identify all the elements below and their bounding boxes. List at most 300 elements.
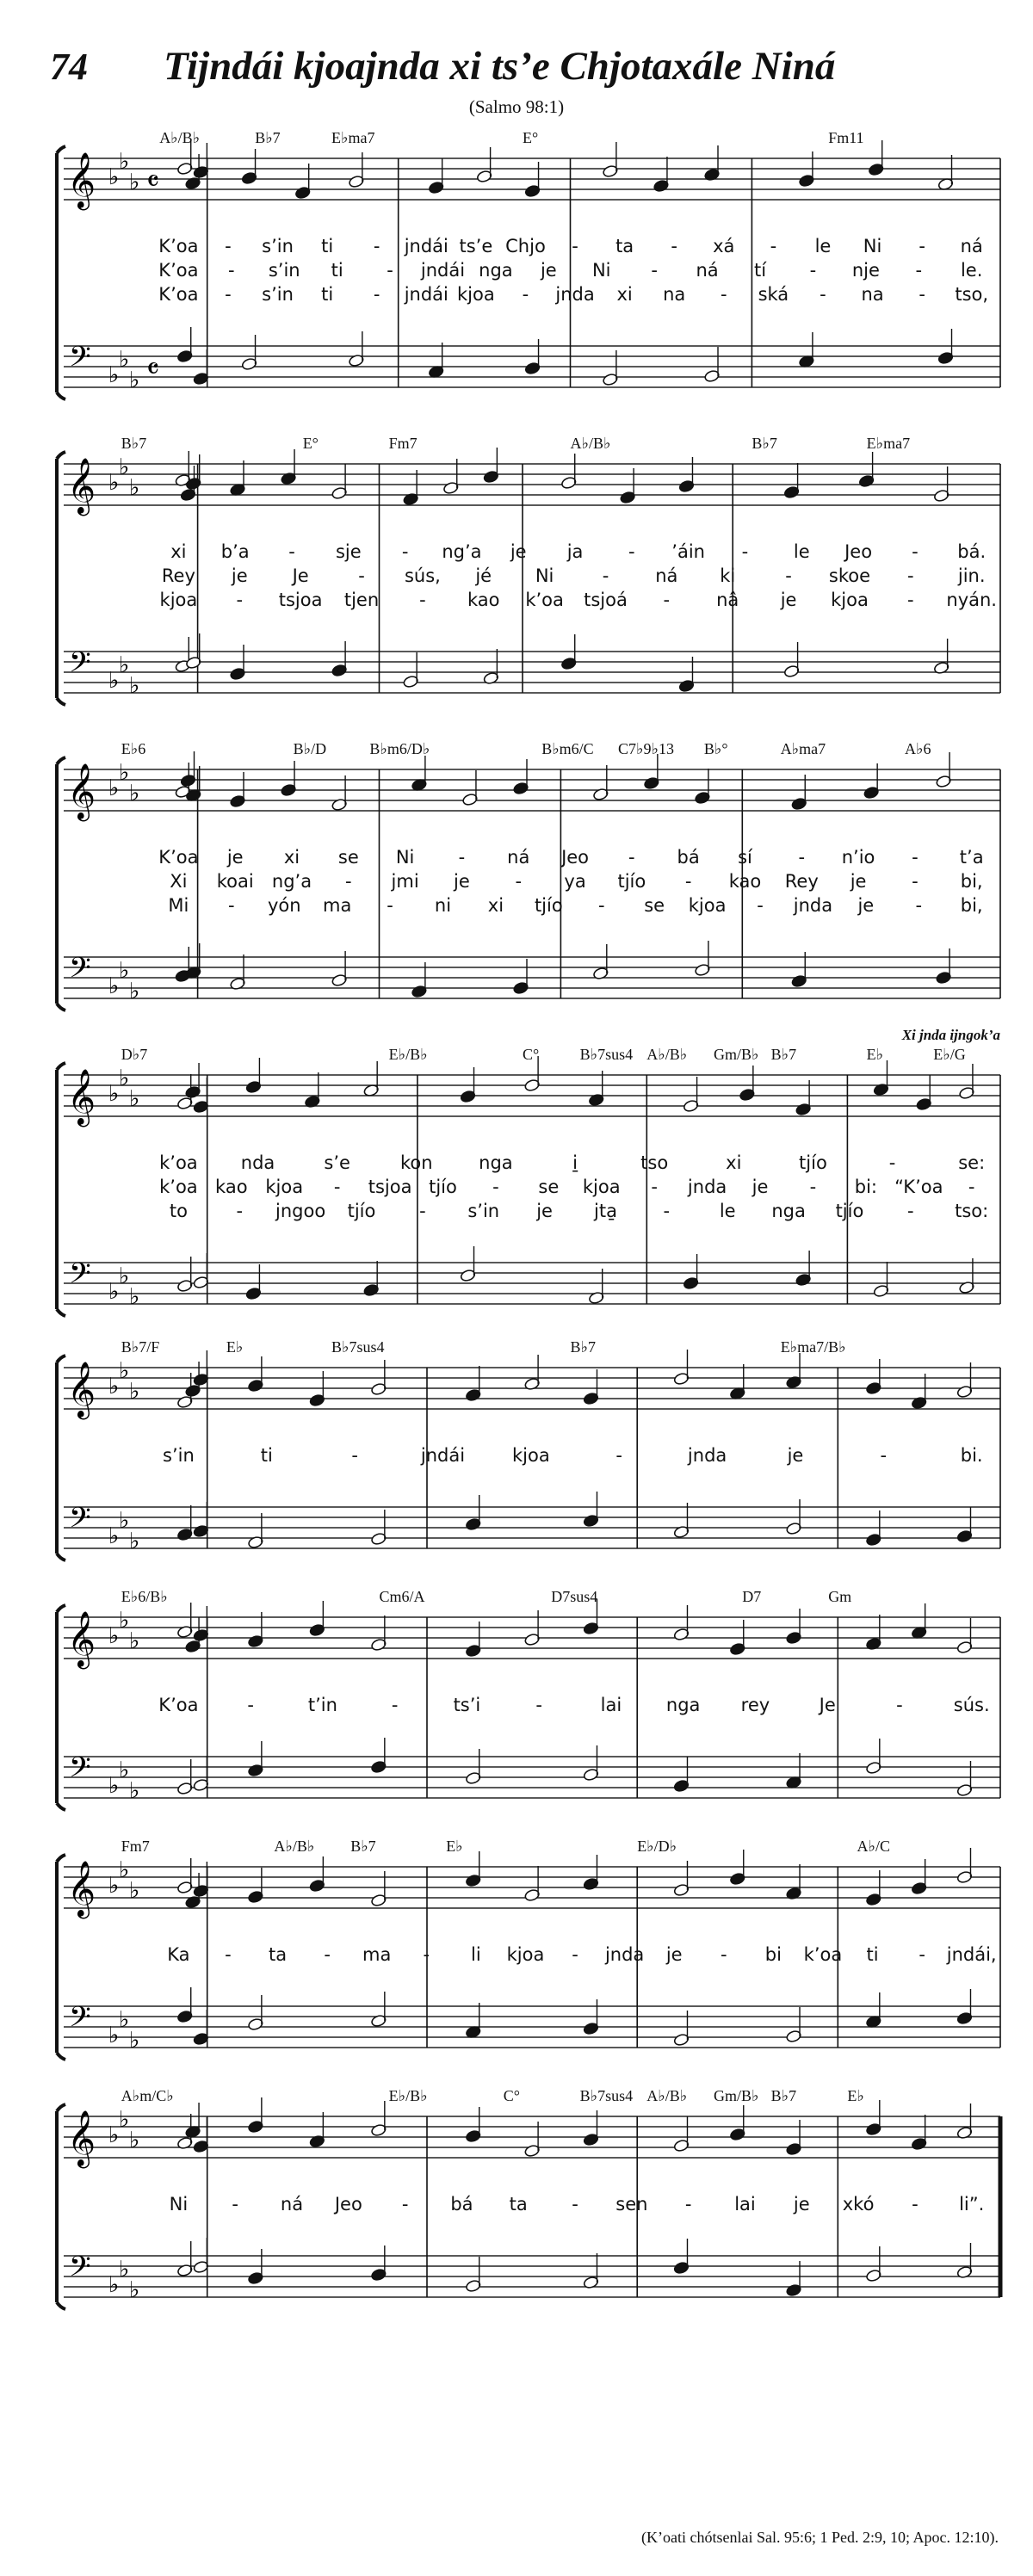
lyric-syllable: - <box>387 895 393 916</box>
lyric-syllable: tso <box>640 1152 669 1173</box>
bass-clef-icon: 𝄢 <box>69 952 91 991</box>
lyric-syllable: xá <box>713 236 735 256</box>
lyric-syllable: - <box>809 260 817 281</box>
lyric-syllable: k’oa <box>159 1152 198 1173</box>
lyric-syllable: nga <box>665 1695 701 1715</box>
lyric-syllable: - <box>572 1944 578 1965</box>
lyric-syllable: lai <box>600 1695 622 1715</box>
key-flat-icon: ♭ <box>108 1081 120 1107</box>
lyric-syllable: xi <box>616 284 633 305</box>
chord-symbol: C° <box>523 1046 540 1063</box>
lyric-syllable: jé <box>475 565 492 586</box>
chord-symbol: Gm/B♭ <box>714 1046 759 1063</box>
key-flat-icon: ♭ <box>108 1623 120 1649</box>
lyric-syllable: nyán. <box>946 590 997 610</box>
treble-clef-icon: 𝄞 <box>67 458 96 514</box>
lyric-syllable: - <box>912 871 919 892</box>
lyric-syllable: - <box>225 1944 232 1965</box>
lyric-syllable: - <box>785 565 792 586</box>
system-bracket <box>57 146 65 399</box>
chord-symbol: B♭° <box>703 740 728 757</box>
key-flat-icon: ♭ <box>119 760 130 786</box>
lyric-syllable: je <box>454 871 470 892</box>
key-flat-icon: ♭ <box>108 470 120 496</box>
key-flat-icon: ♭ <box>119 1066 130 1091</box>
key-flat-icon: ♭ <box>129 368 140 393</box>
lyric-syllable: kjoa <box>159 590 198 610</box>
lyric-syllable: je <box>857 895 875 916</box>
lyric-syllable: le <box>814 236 832 256</box>
chord-symbol: A♭/C <box>857 1838 890 1855</box>
lyric-syllable: kao <box>728 871 762 892</box>
chord-symbol: B♭7sus4 <box>331 1338 385 1356</box>
lyric-syllable: - <box>419 1201 426 1221</box>
lyric-syllable: ná <box>696 260 719 281</box>
key-flat-icon: ♭ <box>119 454 130 480</box>
key-flat-icon: ♭ <box>129 1379 140 1405</box>
lyric-syllable: - <box>373 236 380 256</box>
lyric-syllable: “K’oa <box>894 1177 943 1197</box>
lyric-syllable: se: <box>958 1152 986 1173</box>
lyric-syllable: s’in <box>268 260 300 281</box>
lyric-syllable: kao <box>467 590 500 610</box>
lyric-syllable: - <box>919 284 925 305</box>
lyric-syllable: jngoo <box>275 1201 326 1221</box>
lyric-syllable: na <box>861 284 884 305</box>
chord-symbol: Fm11 <box>828 129 864 146</box>
lyric-syllable: Xi <box>170 871 188 892</box>
chord-symbol: D7sus4 <box>551 1588 598 1605</box>
lyric-syllable: k’oa <box>803 1944 843 1965</box>
chord-symbol: A♭/B♭ <box>570 435 611 452</box>
lyric-syllable: tjío <box>835 1201 864 1221</box>
lyric-syllable: je <box>780 590 797 610</box>
lyric-syllable: Ni <box>169 2194 189 2215</box>
key-flat-icon: ♭ <box>108 1773 120 1799</box>
lyric-syllable: - <box>288 541 295 562</box>
key-flat-icon: ♭ <box>119 1608 130 1634</box>
lyric-syllable: - <box>492 1177 499 1197</box>
lyric-syllable: K’oa <box>158 236 199 256</box>
chord-symbol: B♭/D <box>293 740 327 757</box>
lyric-syllable: k’oa <box>159 1177 198 1197</box>
lyric-syllable: - <box>912 541 919 562</box>
lyric-syllable: - <box>228 895 235 916</box>
key-flat-icon: ♭ <box>129 1284 140 1310</box>
lyric-syllable: - <box>225 284 232 305</box>
lyric-syllable: se <box>644 895 665 916</box>
key-flat-icon: ♭ <box>119 1508 130 1534</box>
lyric-syllable: - <box>572 2194 578 2215</box>
lyric-syllable: sús. <box>953 1695 990 1715</box>
treble-staff <box>64 464 1000 505</box>
lyric-syllable: je <box>231 565 248 586</box>
chord-symbol: E° <box>302 435 319 452</box>
lyric-syllable: je <box>793 2194 810 2215</box>
lyric-syllable: - <box>720 1944 727 1965</box>
system-bracket <box>57 1855 65 2060</box>
lyric-syllable: - <box>907 1201 914 1221</box>
lyric-syllable: - <box>615 1445 623 1466</box>
lyric-syllable: xi <box>170 541 187 562</box>
chord-symbol: B♭m6/D♭ <box>369 740 430 757</box>
lyric-syllable: ng’a <box>271 871 312 892</box>
lyric-syllable: kjoa <box>265 1177 304 1197</box>
chord-symbol: B♭7sus4 <box>579 2087 634 2104</box>
lyric-syllable: ng’a <box>442 541 482 562</box>
performance-rubric: Xi jnda ijngok’a <box>901 1027 1000 1043</box>
key-flat-icon: ♭ <box>129 1086 140 1112</box>
lyric-syllable: - <box>968 1177 975 1197</box>
key-flat-icon: ♭ <box>129 1878 140 1904</box>
chord-symbol: A♭ma7 <box>780 740 826 757</box>
lyric-syllable: ná <box>280 2194 304 2215</box>
key-flat-icon: ♭ <box>108 2122 120 2148</box>
lyric-syllable: - <box>907 590 914 610</box>
lyric-syllable: K’oa <box>158 260 199 281</box>
lyric-syllable: - <box>228 260 235 281</box>
lyric-syllable: s’in <box>163 1445 195 1466</box>
lyric-syllable: - <box>535 1695 542 1715</box>
lyric-syllable: n’io <box>841 847 875 868</box>
lyric-syllable: ya <box>564 871 586 892</box>
lyric-syllable: K’oa <box>158 1695 199 1715</box>
chord-symbol: Cm6/A <box>379 1588 425 1605</box>
lyric-syllable: ná <box>655 565 678 586</box>
key-flat-icon: ♭ <box>119 2107 130 2133</box>
key-flat-icon: ♭ <box>108 668 120 694</box>
lyric-syllable: kjoa <box>506 1944 545 1965</box>
chord-symbol: D7 <box>742 1588 762 1605</box>
lyric-syllable: - <box>907 565 914 586</box>
treble-staff <box>64 769 1000 811</box>
lyric-syllable: skoe <box>828 565 871 586</box>
lyric-syllable: - <box>236 590 244 610</box>
lyric-syllable: s’in <box>262 236 294 256</box>
lyric-syllable: ta <box>269 1944 288 1965</box>
lyric-syllable: Rey <box>161 565 195 586</box>
lyric-syllable: tsjoa <box>368 1177 412 1197</box>
lyric-syllable: je <box>850 871 867 892</box>
lyric-syllable: ta <box>615 236 634 256</box>
treble-clef-icon: 𝄞 <box>67 1362 96 1418</box>
chord-symbol: A♭6 <box>905 740 931 757</box>
lyric-syllable: - <box>757 895 764 916</box>
bass-clef-icon: 𝄢 <box>69 646 91 686</box>
lyric-syllable: - <box>915 895 923 916</box>
music-system <box>45 1838 1000 2070</box>
key-flat-icon: ♭ <box>119 1857 130 1883</box>
lyric-syllable: - <box>798 847 806 868</box>
lyric-syllable: - <box>809 1177 817 1197</box>
chord-symbol: E♭ <box>866 1046 884 1063</box>
key-flat-icon: ♭ <box>108 775 120 801</box>
treble-clef-icon: 𝄞 <box>67 152 96 208</box>
lyric-syllable: tí <box>753 260 767 281</box>
lyric-syllable: ja <box>566 541 584 562</box>
lyric-syllable: Je <box>819 1695 836 1715</box>
chord-symbol: A♭/B♭ <box>646 2087 688 2104</box>
lyric-syllable: sí <box>738 847 752 868</box>
lyric-syllable: tjen <box>343 590 380 610</box>
lyric-syllable: t’a <box>959 847 984 868</box>
hymn-title: Tijndái kjoajnda xi ts’e Chjotaxále Niná <box>164 44 836 89</box>
chord-symbol: E° <box>523 129 539 146</box>
key-flat-icon: ♭ <box>108 1279 120 1305</box>
lyric-syllable: le <box>793 541 810 562</box>
lyric-syllable: s’in <box>467 1201 500 1221</box>
lyric-syllable: - <box>684 871 692 892</box>
lyric-syllable: - <box>671 236 677 256</box>
system-bracket <box>57 1063 65 1316</box>
lyric-syllable: - <box>663 1201 671 1221</box>
lyric-syllable: ti <box>260 1445 273 1466</box>
lyric-syllable: ma <box>362 1944 392 1965</box>
lyric-syllable: jnda <box>687 1177 727 1197</box>
lyric-syllable: bi: <box>854 1177 877 1197</box>
lyric-syllable: kjoa <box>831 590 869 610</box>
chord-symbol: E♭ma7 <box>331 129 375 146</box>
lyric-syllable: - <box>597 895 605 916</box>
lyric-syllable: - <box>225 236 232 256</box>
lyric-syllable: Rey <box>784 871 819 892</box>
lyric-syllable: kjoa <box>457 284 495 305</box>
lyric-syllable: ts’e <box>459 236 493 256</box>
chord-symbol: Fm7 <box>121 1838 150 1855</box>
lyric-syllable: tjío <box>429 1177 457 1197</box>
chord-symbol: E♭/D♭ <box>637 1838 677 1855</box>
lyric-syllable: koai <box>216 871 254 892</box>
lyric-syllable: yón <box>267 895 301 916</box>
key-flat-icon: ♭ <box>129 2277 140 2303</box>
key-flat-icon: ♭ <box>119 1757 130 1783</box>
lyric-syllable: - <box>345 871 352 892</box>
bass-staff <box>64 1757 1000 1798</box>
lyric-syllable: kjoa <box>688 895 727 916</box>
lyric-syllable: ’áin <box>671 541 706 562</box>
lyric-syllable: - <box>572 236 578 256</box>
key-flat-icon: ♭ <box>108 164 120 190</box>
lyric-syllable: to <box>169 1201 188 1221</box>
lyric-syllable: kjoa <box>582 1177 621 1197</box>
chord-symbol: B♭7 <box>752 435 777 452</box>
lyric-syllable: - <box>324 1944 331 1965</box>
lyric-syllable: Jeo <box>844 541 873 562</box>
key-flat-icon: ♭ <box>108 1374 120 1399</box>
bass-clef-icon: 𝄢 <box>69 1257 91 1297</box>
lyric-syllable: t’in <box>307 1695 337 1715</box>
chord-symbol: B♭m6/C <box>541 740 594 757</box>
chord-symbol: C° <box>503 2087 521 2104</box>
chord-symbol: E♭/B♭ <box>388 1046 428 1063</box>
lyric-syllable: Ni <box>591 260 611 281</box>
lyric-syllable: - <box>663 590 671 610</box>
lyric-syllable: nda <box>240 1152 275 1173</box>
key-flat-icon: ♭ <box>129 1778 140 1804</box>
lyric-syllable: K’oa <box>158 284 199 305</box>
lyric-syllable: kao <box>215 1177 248 1197</box>
lyric-syllable: - <box>247 1695 254 1715</box>
key-flat-icon: ♭ <box>129 1529 140 1554</box>
lyric-syllable: jndái <box>420 260 466 281</box>
bass-staff <box>64 957 1000 998</box>
chord-symbol: E♭/B♭ <box>388 2087 428 2104</box>
lyric-syllable: Chjo <box>505 236 546 256</box>
chord-symbol: B♭7 <box>350 1838 376 1855</box>
lyric-syllable: jndái, <box>946 1944 997 1965</box>
lyric-syllable: bá <box>450 2194 473 2215</box>
lyric-syllable: rey <box>740 1695 770 1715</box>
chord-symbol: B♭7 <box>770 2087 797 2104</box>
key-flat-icon: ♭ <box>119 958 130 984</box>
hymn-subtitle: (Salmo 98:1) <box>468 96 565 117</box>
music-system <box>45 2087 1000 2328</box>
lyric-syllable: K’oa <box>158 847 199 868</box>
lyric-syllable: - <box>522 284 529 305</box>
music-system <box>45 740 1000 1033</box>
common-time-icon: 𝄴 <box>146 352 160 386</box>
lyric-syllable: je <box>540 260 557 281</box>
key-flat-icon: ♭ <box>129 673 140 699</box>
lyric-syllable: le. <box>960 260 983 281</box>
lyric-syllable: - <box>684 2194 692 2215</box>
lyric-syllable: - <box>628 541 635 562</box>
lyric-syllable: Ni <box>535 565 554 586</box>
scripture-references: (K’oati chótsenlai Sal. 95:6; 1 Ped. 2:9, 10; Apoc. 12:10). <box>641 2529 999 2546</box>
key-flat-icon: ♭ <box>108 973 120 999</box>
lyric-syllable: - <box>351 1445 358 1466</box>
lyric-syllable: ná <box>507 847 530 868</box>
lyric-syllable: - <box>919 1944 925 1965</box>
lyric-syllable: jndái <box>404 236 448 256</box>
lyric-syllable: tsjoá <box>584 590 628 610</box>
lyric-syllable: - <box>401 2194 409 2215</box>
lyric-syllable: xi <box>726 1152 742 1173</box>
lyric-syllable: jnda <box>604 1944 645 1965</box>
lyric-syllable: ná <box>960 236 983 256</box>
key-flat-icon: ♭ <box>129 2128 140 2153</box>
bass-clef-icon: 𝄢 <box>69 2251 91 2290</box>
treble-clef-icon: 𝄞 <box>67 2110 96 2166</box>
chord-symbol: C7♭9♭13 <box>618 740 674 757</box>
lyric-syllable: - <box>373 284 380 305</box>
chord-symbol: E♭6 <box>121 740 146 757</box>
lyric-syllable: - <box>423 1944 430 1965</box>
bass-clef-icon: 𝄢 <box>69 1751 91 1791</box>
lyric-syllable: - <box>820 284 826 305</box>
lyric-syllable: jndái <box>420 1445 466 1466</box>
chord-symbol: Fm7 <box>388 435 418 452</box>
hymn-number: 74 <box>50 46 88 88</box>
lyric-syllable: tjío <box>617 871 646 892</box>
music-system <box>45 435 1000 727</box>
lyric-syllable: je <box>665 1944 683 1965</box>
lyric-syllable: i̱ <box>572 1152 578 1173</box>
lyric-syllable: sús, <box>404 565 441 586</box>
lyric-syllable: - <box>232 2194 238 2215</box>
lyric-syllable: ma <box>322 895 352 916</box>
system-bracket <box>57 2104 65 2309</box>
common-time-icon: 𝄴 <box>146 164 160 199</box>
lyric-syllable: bá <box>677 847 700 868</box>
lyric-syllable: bi. <box>960 1445 983 1466</box>
chord-symbol: A♭/B♭ <box>646 1046 688 1063</box>
music-system <box>45 1588 1000 1820</box>
lyric-syllable: - <box>387 260 393 281</box>
music-system <box>45 1027 1000 1330</box>
key-flat-icon: ♭ <box>108 362 120 388</box>
lyric-syllable: Ni <box>863 236 882 256</box>
lyric-syllable: b’a <box>220 541 250 562</box>
lyric-syllable: nga <box>479 260 513 281</box>
key-flat-icon: ♭ <box>119 1358 130 1384</box>
lyric-syllable: ts’i <box>453 1695 481 1715</box>
treble-clef-icon: 𝄞 <box>67 1861 96 1917</box>
lyric-syllable: - <box>720 284 727 305</box>
chord-symbol: B♭7 <box>121 435 147 452</box>
key-flat-icon: ♭ <box>108 2272 120 2298</box>
lyric-syllable: le <box>719 1201 736 1221</box>
lyric-syllable: je <box>226 847 244 868</box>
key-flat-icon: ♭ <box>119 2257 130 2283</box>
key-flat-icon: ♭ <box>129 1628 140 1654</box>
key-flat-icon: ♭ <box>129 170 140 195</box>
bass-staff <box>64 652 1000 693</box>
lyric-syllable: Mi <box>168 895 189 916</box>
chord-symbol: D♭7 <box>121 1046 148 1063</box>
chord-symbol: E♭/G <box>933 1046 966 1063</box>
lyric-syllable: - <box>888 1152 896 1173</box>
key-flat-icon: ♭ <box>119 2007 130 2033</box>
key-flat-icon: ♭ <box>129 781 140 806</box>
lyric-syllable: tsjoa <box>278 590 323 610</box>
chord-symbol: E♭6/B♭ <box>121 1588 168 1605</box>
key-flat-icon: ♭ <box>129 979 140 1004</box>
chord-symbol: E♭ <box>847 2087 864 2104</box>
lyric-syllable: se <box>538 1177 560 1197</box>
treble-clef-icon: 𝄞 <box>67 1069 96 1125</box>
lyric-syllable: je <box>752 1177 769 1197</box>
lyric-syllable: - <box>401 541 409 562</box>
chord-symbol: Gm <box>828 1588 852 1605</box>
lyric-syllable: jndái <box>404 284 448 305</box>
lyric-syllable: bi <box>764 1944 782 1965</box>
lyric-syllable: k’oa <box>525 590 564 610</box>
lyric-syllable: jin. <box>957 565 986 586</box>
lyric-syllable: jta̱ <box>594 1201 617 1221</box>
lyric-syllable: sen <box>615 2194 648 2215</box>
key-flat-icon: ♭ <box>119 652 130 678</box>
key-flat-icon: ♭ <box>119 149 130 175</box>
lyric-syllable: - <box>236 1201 244 1221</box>
lyric-syllable: je <box>536 1201 553 1221</box>
chord-symbol: B♭7 <box>770 1046 797 1063</box>
key-flat-icon: ♭ <box>108 2023 120 2048</box>
system-bracket <box>57 1605 65 1810</box>
chord-symbol: A♭/B♭ <box>274 1838 315 1855</box>
lyric-syllable: ti <box>331 260 343 281</box>
chord-symbol: B♭7 <box>570 1338 596 1356</box>
lyric-syllable: li”. <box>959 2194 985 2215</box>
lyric-syllable: jnda <box>687 1445 727 1466</box>
lyric-syllable: tjío <box>534 895 563 916</box>
lyric-syllable: - <box>628 847 635 868</box>
system-bracket <box>57 757 65 1010</box>
lyric-syllable: ti <box>321 284 334 305</box>
lyric-syllable: kjoa <box>512 1445 550 1466</box>
lyric-syllable: ská <box>758 284 789 305</box>
lyric-syllable: - <box>912 847 919 868</box>
